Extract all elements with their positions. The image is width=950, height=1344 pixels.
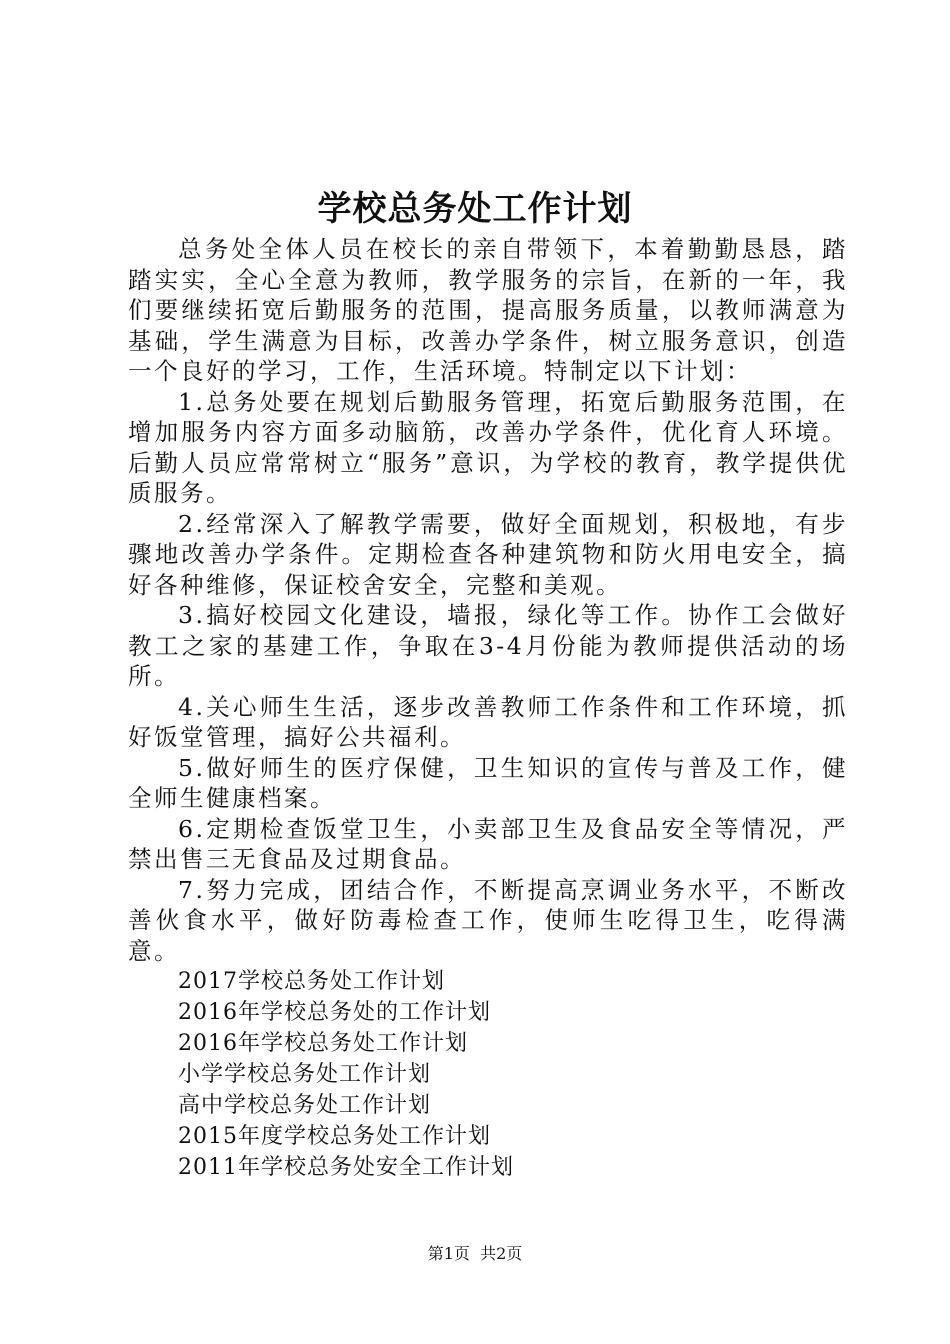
- related-link[interactable]: 2011年学校总务处安全工作计划: [178, 1155, 514, 1180]
- page-indicator: 第1页 共2页: [427, 1244, 523, 1263]
- related-link[interactable]: 小学学校总务处工作计划: [178, 1062, 432, 1087]
- plan-item-1: 1.总务处要在规划后勤服务管理，拓宽后勤服务范围，在增加服务内容方面多动脑筋，改善办学条件，优化育人环境。后勤人员应常常树立“服务”意识，为学校的教育，教学提供优质服务。: [128, 387, 848, 507]
- plan-item-6: 6.定期检查饭堂卫生，小卖部卫生及食品安全等情况，严禁出售三无食品及过期食品。: [128, 814, 848, 873]
- related-link[interactable]: 高中学校总务处工作计划: [178, 1093, 432, 1118]
- plan-item-7: 7.努力完成，团结合作，不断提高烹调业务水平，不断改善伙食水平，做好防毒检查工作，使师生吃得卫生，吃得满意。: [128, 875, 848, 965]
- plan-item-5: 5.做好师生的医疗保健，卫生知识的宣传与普及工作，健全师生健康档案。: [128, 753, 848, 812]
- related-link[interactable]: 2016年学校总务处的工作计划: [178, 1000, 491, 1025]
- document-body: [128, 234, 848, 966]
- page-footer: [0, 1242, 950, 1266]
- related-link[interactable]: 2015年度学校总务处工作计划: [178, 1124, 491, 1149]
- document-title: 学校总务处工作计划: [317, 189, 633, 229]
- intro-paragraph: 总务处全体人员在校长的亲自带领下，本着勤勤恳恳，踏踏实实，全心全意为教师，教学服务的宗旨，在新的一年，我们要继续拓宽后勤服务的范围，提高服务质量，以教师满意为基础，学生满意为目标，改善办学条件，树立服务意识，创造一个良好的学习，工作，生活环境。特制定以下计划：: [128, 235, 848, 385]
- related-link[interactable]: 2016年学校总务处工作计划: [178, 1031, 468, 1056]
- plan-item-4: 4.关心师生生活，逐步改善教师工作条件和工作环境，抓好饭堂管理，搞好公共福利。: [128, 692, 848, 751]
- plan-item-3: 3.搞好校园文化建设，墙报，绿化等工作。协作工会做好教工之家的基建工作，争取在3-4月份能为教师提供活动的场所。: [128, 601, 848, 690]
- related-link[interactable]: 2017学校总务处工作计划: [178, 969, 445, 994]
- plan-item-2: 2.经常深入了解教学需要，做好全面规划，积极地，有步骤地改善办学条件。定期检查各种建筑物和防火用电安全，搞好各种维修，保证校舍安全，完整和美观。: [128, 509, 848, 599]
- related-links-list: [178, 966, 514, 1183]
